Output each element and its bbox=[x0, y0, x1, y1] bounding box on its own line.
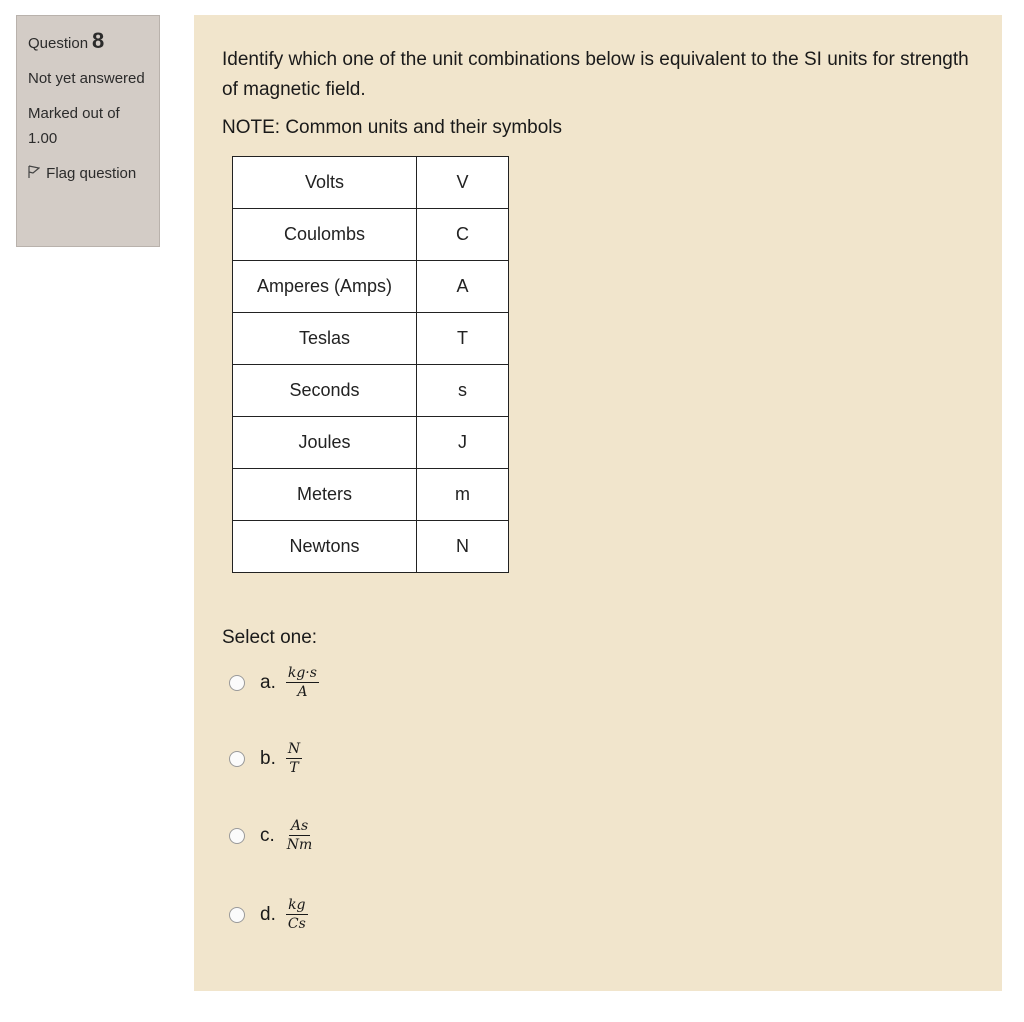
question-state: Not yet answered bbox=[28, 70, 145, 87]
unit-symbol: T bbox=[417, 313, 509, 365]
units-table bbox=[232, 156, 509, 573]
flag-question-link[interactable] bbox=[28, 161, 148, 187]
table-row bbox=[233, 313, 509, 365]
unit-symbol: J bbox=[417, 417, 509, 469]
flag-icon bbox=[28, 162, 42, 187]
fraction-denominator: A bbox=[297, 684, 308, 700]
option-letter: b. bbox=[260, 747, 276, 769]
unit-name: Newtons bbox=[233, 521, 417, 573]
fraction-numerator: kg bbox=[288, 897, 306, 913]
table-row bbox=[233, 469, 509, 521]
table-row bbox=[233, 261, 509, 313]
option-fraction bbox=[286, 741, 302, 776]
question-content bbox=[194, 15, 1002, 991]
option-letter: a. bbox=[260, 671, 276, 693]
table-row bbox=[233, 417, 509, 469]
unit-name: Amperes (Amps) bbox=[233, 261, 417, 313]
option-fraction bbox=[285, 818, 315, 853]
table-row bbox=[233, 365, 509, 417]
fraction-denominator: Nm bbox=[286, 837, 313, 853]
unit-symbol: A bbox=[417, 261, 509, 313]
unit-name: Volts bbox=[233, 157, 417, 209]
fraction-numerator: As bbox=[290, 818, 309, 834]
answer-option-c[interactable] bbox=[229, 818, 314, 853]
unit-symbol: V bbox=[417, 157, 509, 209]
fraction-denominator: Cs bbox=[287, 916, 306, 932]
radio-button-a[interactable] bbox=[229, 675, 245, 691]
option-letter: c. bbox=[260, 824, 275, 846]
question-number bbox=[28, 28, 148, 56]
question-label: Question bbox=[28, 35, 89, 52]
fraction-numerator: N bbox=[287, 741, 301, 757]
option-fraction bbox=[286, 897, 308, 932]
unit-name: Meters bbox=[233, 469, 417, 521]
radio-button-d[interactable] bbox=[229, 907, 245, 923]
question-number-value: 8 bbox=[92, 28, 105, 53]
question-mark: Marked out of 1.00 bbox=[28, 105, 120, 147]
unit-symbol: N bbox=[417, 521, 509, 573]
radio-button-b[interactable] bbox=[229, 751, 245, 767]
unit-symbol: m bbox=[417, 469, 509, 521]
option-letter: d. bbox=[260, 903, 276, 925]
unit-name: Joules bbox=[233, 417, 417, 469]
question-text: Identify which one of the unit combinations below is equivalent to the SI units for strength of magnetic field. bbox=[222, 49, 969, 100]
table-row bbox=[233, 157, 509, 209]
select-one-label: Select one: bbox=[222, 627, 318, 648]
unit-name: Coulombs bbox=[233, 209, 417, 261]
answer-option-d[interactable] bbox=[229, 897, 308, 932]
unit-symbol: s bbox=[417, 365, 509, 417]
unit-symbol: C bbox=[417, 209, 509, 261]
flag-question-label: Flag question bbox=[46, 165, 137, 182]
table-row bbox=[233, 521, 509, 573]
fraction-denominator: T bbox=[289, 760, 299, 776]
fraction-numerator: kg·s bbox=[287, 665, 317, 681]
table-row bbox=[233, 209, 509, 261]
answer-option-b[interactable] bbox=[229, 741, 302, 776]
unit-name: Teslas bbox=[233, 313, 417, 365]
question-note: NOTE: Common units and their symbols bbox=[222, 117, 563, 138]
unit-name: Seconds bbox=[233, 365, 417, 417]
question-info-panel bbox=[16, 15, 160, 247]
answer-option-a[interactable] bbox=[229, 665, 319, 700]
radio-button-c[interactable] bbox=[229, 828, 245, 844]
option-fraction bbox=[286, 665, 319, 700]
